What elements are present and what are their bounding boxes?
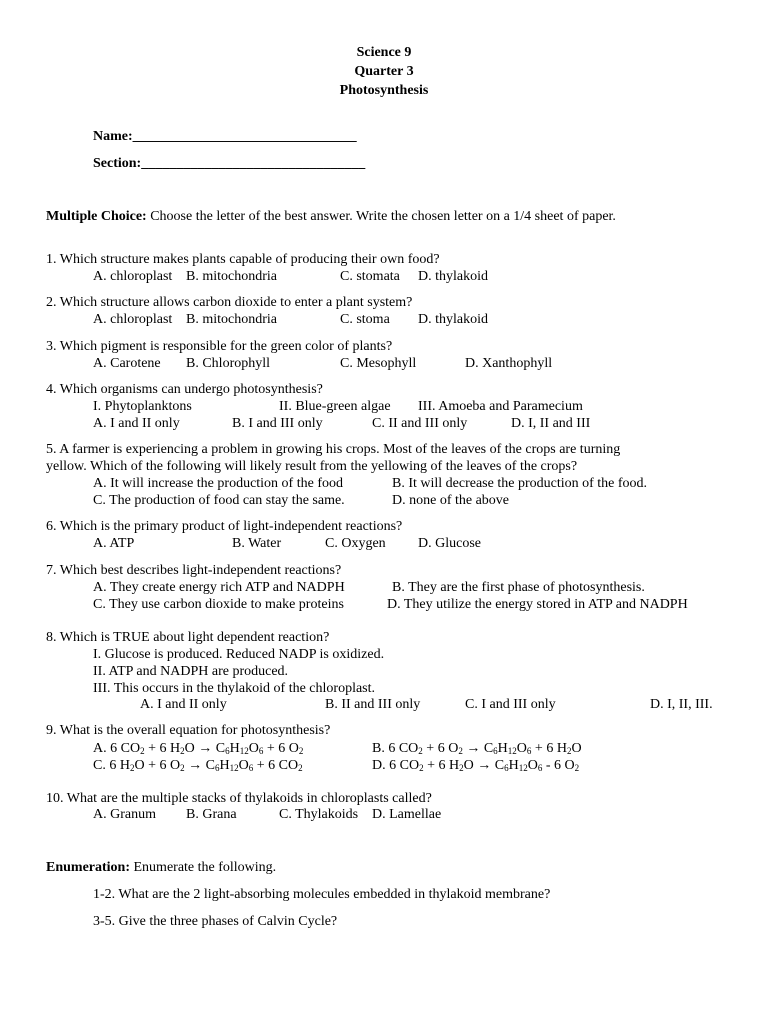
q9-option-a: A. 6 $CO_2 + 6$ $H_2O \to C_6H_{12}O_6 + 6$ $O_2$ [93, 741, 304, 756]
q3-option-b: B. Chlorophyll [186, 356, 271, 371]
enumeration-item-1: 1-2. What are the 2 light-absorbing molecules embedded in thylakoid membrane? [93, 887, 551, 902]
q4-statement-i: I. Phytoplanktons [93, 399, 192, 414]
q1-option-b: B. mitochondria [186, 269, 277, 284]
q10-option-b: B. Grana [186, 807, 237, 822]
q5-option-a: A. It will increase the production of the food [93, 476, 343, 491]
q2-option-b: B. mitochondria [186, 312, 277, 327]
q8-statement-iii: III. This occurs in the thylakoid of the chloroplast. [93, 681, 376, 696]
q5-option-c: C. The production of food can stay the same. [93, 493, 345, 508]
q2-option-a: A. chloroplast [93, 312, 173, 327]
q8-option-d: D. I, II, III. [650, 697, 713, 712]
q1-option-c: C. stomata [340, 269, 400, 284]
q4-statement-iii: III. Amoeba and Paramecium [418, 399, 583, 414]
q10-option-d: D. Lamellae [372, 807, 442, 822]
mc-instructions [46, 208, 616, 225]
question-3: 3. Which pigment is responsible for the green color of plants? [46, 339, 393, 354]
q8-option-a: A. I and II only [140, 697, 227, 712]
q9-option-d: D. 6 $CO_2 + 6$ $H_2O \to C_6H_{12}O_6 - 6$ $O_2$ [372, 758, 580, 773]
q4-option-a: A. I and II only [93, 416, 180, 431]
topic-title: Photosynthesis [339, 83, 429, 98]
q6-option-b: B. Water [232, 536, 282, 551]
q6-option-a: A. ATP [93, 536, 135, 551]
question-1: 1. Which structure makes plants capable of producing their own food? [46, 252, 440, 267]
subject-title: Science 9 [356, 45, 412, 60]
q9-option-c: C. 6 $H_2O + 6$ $O_2 \to C_6H_{12}O_6 + 6$ $CO_2$ [93, 758, 303, 773]
q3-option-a: A. Carotene [93, 356, 161, 371]
q2-option-c: C. stoma [340, 312, 390, 327]
q8-statement-ii: II. ATP and NADPH are produced. [93, 664, 289, 679]
q10-option-c: C. Thylakoids [279, 807, 359, 822]
enumeration-heading: Enumeration: [46, 860, 130, 875]
q8-option-b: B. II and III only [325, 697, 421, 712]
question-2: 2. Which structure allows carbon dioxide to enter a plant system? [46, 295, 413, 310]
quarter-title: Quarter 3 [354, 64, 414, 79]
section-label: Section: [93, 156, 142, 171]
q5-option-b: B. It will decrease the production of the food. [392, 476, 648, 491]
name-field [93, 128, 357, 145]
q1-option-a: A. chloroplast [93, 269, 173, 284]
q3-option-d: D. Xanthophyll [465, 356, 553, 371]
q5-option-d: D. none of the above [392, 493, 510, 508]
enumeration-instructions [46, 859, 276, 876]
q7-option-b: B. They are the first phase of photosynthesis. [392, 580, 645, 595]
question-9: 9. What is the overall equation for photosynthesis? [46, 723, 331, 738]
q6-option-c: C. Oxygen [325, 536, 386, 551]
q7-option-a: A. They create energy rich ATP and NADPH [93, 580, 345, 595]
question-4: 4. Which organisms can undergo photosynthesis? [46, 382, 323, 397]
q3-option-c: C. Mesophyll [340, 356, 417, 371]
q1-option-d: D. thylakoid [418, 269, 488, 284]
q7-option-d: D. They utilize the energy stored in ATP and NADPH [387, 597, 688, 612]
q8-statement-i: I. Glucose is produced. Reduced NADP is oxidized. [93, 647, 385, 662]
question-8: 8. Which is TRUE about light dependent reaction? [46, 630, 330, 645]
section-line: ________________________________ [141, 156, 366, 171]
mc-heading: Multiple Choice: [46, 209, 147, 224]
name-line: ________________________________ [132, 129, 357, 144]
q6-option-d: D. Glucose [418, 536, 481, 551]
enumeration-item-2: 3-5. Give the three phases of Calvin Cycle? [93, 914, 338, 929]
question-10: 10. What are the multiple stacks of thylakoids in chloroplasts called? [46, 791, 432, 806]
q2-option-d: D. thylakoid [418, 312, 488, 327]
question-5-line-2: yellow. Which of the following will likely result from the yellowing of the leaves of the crops? [46, 459, 578, 474]
q4-option-b: B. I and III only [232, 416, 323, 431]
q4-statement-ii: II. Blue-green algae [279, 399, 391, 414]
question-7: 7. Which best describes light-independent reactions? [46, 563, 342, 578]
q4-option-d: D. I, II and III [511, 416, 591, 431]
section-field [93, 155, 365, 172]
name-label: Name: [93, 129, 133, 144]
question-6: 6. Which is the primary product of light-independent reactions? [46, 519, 403, 534]
enumeration-instructions-text: Enumerate the following. [133, 860, 277, 875]
q9-option-b: B. 6 $CO_2 + 6$ $O_2 \to C_6H_{12}O_6 + 6$ $H_2O$ [372, 741, 582, 756]
question-5-line-1: 5. A farmer is experiencing a problem in growing his crops. Most of the leaves of the crops are turning [46, 442, 621, 457]
q8-option-c: C. I and III only [465, 697, 556, 712]
mc-instructions-text: Choose the letter of the best answer. Write the chosen letter on a 1/4 sheet of paper. [150, 209, 616, 224]
q7-option-c: C. They use carbon dioxide to make proteins [93, 597, 344, 612]
q10-option-a: A. Granum [93, 807, 156, 822]
q4-option-c: C. II and III only [372, 416, 468, 431]
